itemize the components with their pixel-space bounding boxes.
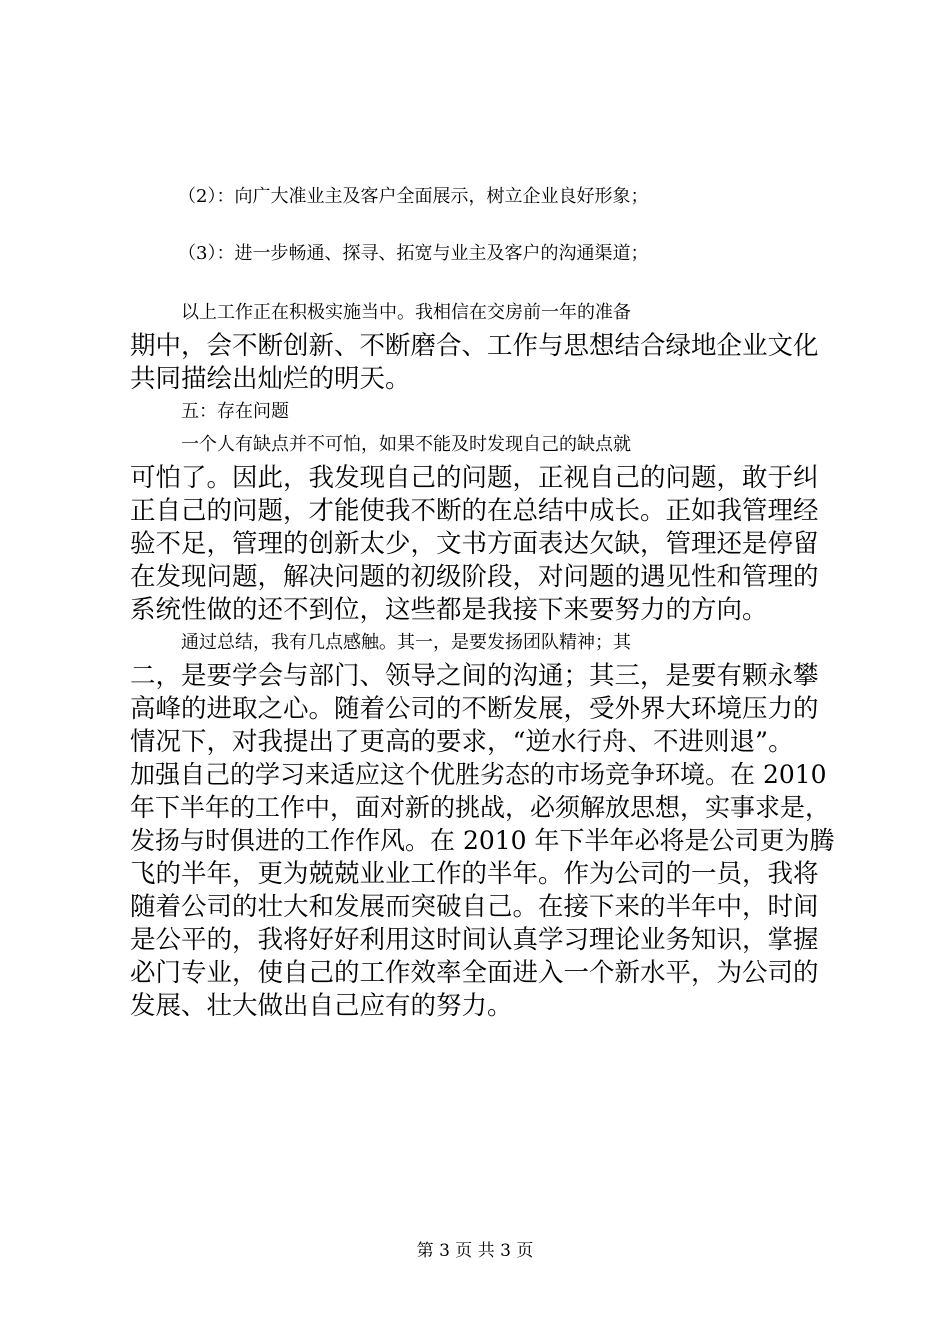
list-item-3: （3）：进一步畅通、探寻、拓宽与业主及客户的沟通渠道；: [178, 243, 649, 264]
paragraph-line: 期中，会不断创新、不断磨合、工作与思想结合绿地企业文化: [130, 331, 819, 361]
list-item-2: （2）：向广大准业主及客户全面展示，树立企业良好形象；: [178, 186, 649, 207]
paragraph-line: 情况下，对我提出了更高的要求，“逆水行舟、不进则退”。: [130, 727, 794, 757]
section-heading: 五：存在问题: [181, 401, 289, 422]
paragraph-line: 一个人有缺点并不可怕，如果不能及时发现自己的缺点就: [181, 434, 631, 455]
paragraph-line: 以上工作正在积极实施当中。我相信在交房前一年的准备: [181, 302, 631, 323]
paragraph-line: 发展、壮大做出自己应有的努力。: [130, 991, 513, 1021]
paragraph-line: 可怕了。因此，我发现自己的问题，正视自己的问题，敢于纠: [130, 463, 819, 493]
paragraph-line: 系统性做的还不到位，这些都是我接下来要努力的方向。: [130, 595, 768, 625]
paragraph-line: 加强自己的学习来适应这个优胜劣态的市场竞争环境。在 2010: [130, 760, 827, 789]
paragraph-line: 通过总结，我有几点感触。其一，是要发扬团队精神；其: [181, 632, 631, 653]
paragraph-line: 年下半年的工作中，面对新的挑战，必须解放思想，实事求是，: [130, 793, 831, 822]
paragraph-line: 随着公司的壮大和发展而突破自己。在接下来的半年中，时间: [130, 892, 819, 922]
paragraph-line: 正自己的问题，才能使我不断的在总结中成长。正如我管理经: [130, 496, 819, 526]
paragraph-line: 必门专业，使自己的工作效率全面进入一个新水平，为公司的: [130, 958, 819, 988]
paragraph-line: 二，是要学会与部门、领导之间的沟通；其三，是要有颗永攀: [130, 661, 819, 691]
paragraph-line: 飞的半年，更为兢兢业业工作的半年。作为公司的一员，我将: [130, 859, 819, 889]
paragraph-line: 发扬与时俱进的工作作风。在 2010 年下半年必将是公司更为腾: [130, 826, 835, 855]
paragraph-line: 验不足，管理的创新太少，文书方面表达欠缺，管理还是停留: [130, 529, 819, 559]
paragraph-line: 是公平的，我将好好利用这时间认真学习理论业务知识，掌握: [130, 925, 819, 955]
page-number-footer: 第 3 页 共 3 页: [416, 1241, 534, 1261]
paragraph-line: 在发现问题，解决问题的初级阶段，对问题的遇见性和管理的: [130, 562, 819, 592]
paragraph-line: 高峰的进取之心。随着公司的不断发展，受外界大环境压力的: [130, 694, 819, 724]
paragraph-line: 共同描绘出灿烂的明天。: [130, 364, 411, 394]
